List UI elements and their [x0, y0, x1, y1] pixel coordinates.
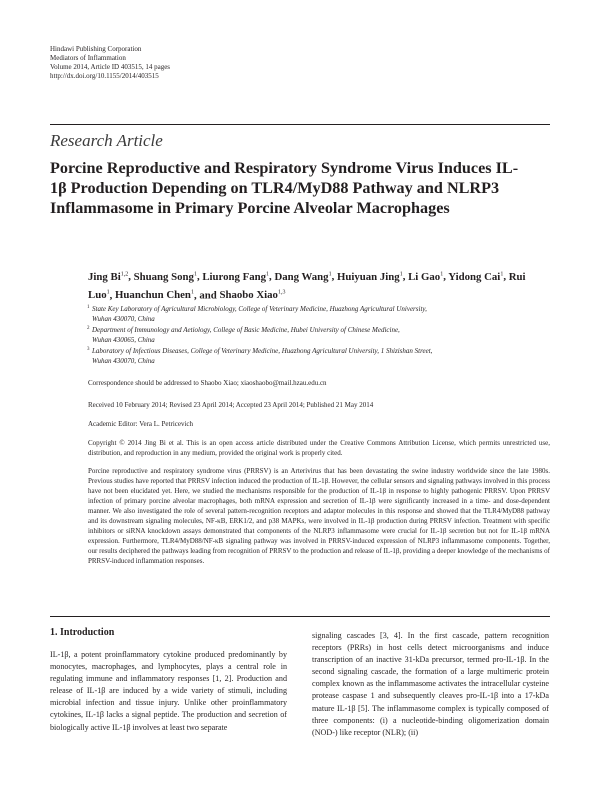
journal-name: Mediators of Inflammation	[50, 54, 126, 62]
section-heading: 1. Introduction	[50, 627, 115, 638]
publication-dates: Received 10 February 2014; Revised 23 April 2014; Accepted 23 April 2014; Published 21 May 2014	[88, 401, 374, 409]
author-affiliation-marker: 1	[266, 271, 270, 277]
affiliation-list	[88, 305, 550, 369]
author-name: Li Gao$^1$	[408, 270, 444, 283]
intro-column-left	[50, 649, 287, 734]
intro-paragraph-right: signaling cascades [3, 4]. In the first cascade, pattern recognition receptors (PRRs) in host cells detect microorganisms and induce transcription of an inactive 31-kDa precursor, termed pro-IL-1β. In the second signaling cascade, the formation of a large multimeric protein complex known as the inflammasome activates the intracellular cysteine protease caspase 1 and subsequently cleaves pro-IL-1β into a 17-kDa mature IL-1β [5]. The inflammasome complex is typically composed of three components: (i) a nucleotide-binding oligomerization domain (NOD-) like receptor (NLR); (ii)	[312, 631, 549, 737]
academic-editor: Academic Editor: Vera L. Petricevich	[88, 420, 194, 428]
abstract-divider	[50, 616, 550, 617]
author-name: Shuang Song$^1$	[133, 270, 197, 283]
author-name: Liurong Fang$^1$	[202, 270, 270, 283]
affiliation-2: 2 Department of Immunology and Aetiology, College of Basic Medicine, Hubei University of Chinese Medicine, Wuhan 430065, China	[87, 326, 400, 344]
author-affiliation-marker: 1	[106, 289, 110, 296]
volume-info: Volume 2014, Article ID 403515, 14 pages	[50, 63, 171, 71]
author-name: Huiyuan Jing$^1$	[336, 270, 403, 283]
author-affiliation-marker: 1,2	[120, 271, 129, 277]
author-affiliation-marker: 1,3	[277, 289, 286, 296]
author-affiliation-marker: 1	[328, 271, 332, 277]
doi-link[interactable]: http://dx.doi.org/10.1155/2014/403515	[50, 72, 159, 80]
affiliation-1: 1 State Key Laboratory of Agricultural Microbiology, College of Veterinary Medicine, Huazhong Agricultural University, Wuhan 430070, China	[87, 305, 427, 323]
abstract: Porcine reproductive and respiratory syndrome virus (PRRSV) is an Arterivirus that has been devastating the swine industry worldwide since the late 1980s. Previous studies have reported that PRRSV infection induced the production of IL-1β. However, the cellular sensors and signaling pathways involved in this process have not been elucidated yet. Here, we studied the mechanisms responsible for the production of IL-1β in response to highly pathogenic PRRSV. Upon PRRSV infection of primary porcine alveolar macrophages, both mRNA expression and secretion of IL-1β were significantly increased in a time- and dose-dependent manner. We also investigated the role of several pattern-recognition receptors and adaptor molecules in this response and showed that the TLR4/MyD88 pathway and its downstream signaling molecules, NF-κB, ERK1/2, and p38 MAPKs, were involved in IL-1β production during PRRSV infection. Treatment with specific inhibitors or siRNA knockdown assays demonstrated that components of the NLRP3 inflammasome were crucial for IL-1β secretion but not for IL-1β mRNA expression. Furthermore, TLR4/MyD88/NF-κB signaling pathway was involved in PRRSV-induced expression of NLRP3 inflammasome components. Together, our results deciphered the pathways leading from recognition of PRRSV to the production and release of IL-1β, providing a deeper knowledge of the mechanisms of PRRSV-induced inflammation responses.	[88, 467, 550, 565]
author-name: Dang Wang$^1$	[274, 270, 332, 283]
author-affiliation-marker: 1	[190, 289, 194, 296]
author-name: Jing Bi$^{1,2}$	[88, 270, 129, 283]
paper-title: Porcine Reproductive and Respiratory Syndrome Virus Induces IL-1β Production Depending on TLR4/MyD88 Pathway and NLRP3 Inflammasome in Primary Porcine Alveolar Macrophages	[50, 159, 519, 217]
author-name: Shaobo Xiao$^{1,3}$	[219, 289, 286, 302]
intro-column-right	[312, 630, 549, 739]
publisher: Hindawi Publishing Corporation	[50, 45, 142, 53]
author-affiliation-marker: 1	[500, 271, 504, 277]
author-list: Jing Bi$^{1,2}$, Shuang Song$^1$, Liurong Fang$^1$, Dang Wang$^1$, Huiyuan Jing$^1$, Li Gao$^1$, Yidong Cai$^1$, Rui Luo$^1$, Huanchun Chen$^1$, and Shaobo Xiao$^{1,3}$	[88, 270, 526, 302]
author-name: Huanchun Chen$^1$	[115, 289, 194, 302]
affiliation-3: 3 Laboratory of Infectious Diseases, College of Veterinary Medicine, Huazhong Agricultural University, 1 Shizishan Street, Wuhan 430070, China	[87, 347, 433, 365]
author-affiliation-marker: 1	[399, 271, 403, 277]
intro-paragraph-left: IL-1β, a potent proinflammatory cytokine produced predominantly by monocytes, macrophages, and lymphocytes, plays a central role in regulating immune and inflammatory responses [1, 2]. Production and release of IL-1β are induced by a wide variety of stimuli, including microbial infection and tissue injury. Unlike other proinflammatory cytokines, IL-1β lacks a signal peptide. The production and secretion of biologically active IL-1β involves at least two separate	[50, 650, 287, 732]
author-name: Rui Luo$^1$	[88, 270, 526, 302]
journal-header	[50, 45, 170, 81]
author-affiliation-marker: 1	[440, 271, 444, 277]
header-divider	[50, 124, 550, 125]
article-type: Research Article	[50, 131, 163, 150]
correspondence: Correspondence should be addressed to Shaobo Xiao; xiaoshaobo@mail.hzau.edu.cn	[88, 379, 327, 387]
copyright-notice: Copyright © 2014 Jing Bi et al. This is an open access article distributed under the Creative Commons Attribution License, which permits unrestricted use, distribution, and reproduction in any medium, provided the original work is properly cited.	[88, 439, 550, 457]
author-name: Yidong Cai$^1$	[448, 270, 504, 283]
author-affiliation-marker: 1	[193, 271, 197, 277]
